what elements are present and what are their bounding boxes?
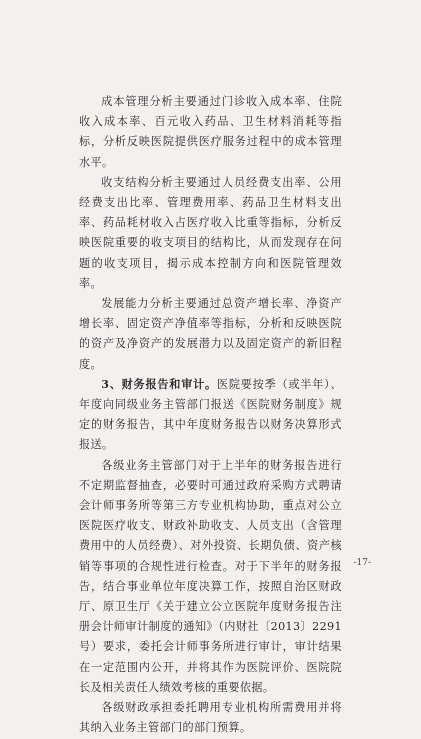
paragraph-development-capacity: 发展能力分析主要通过总资产增长率、净资产增长率、固定资产净值率等指标，分析和反映医院的资产及净资产的发展潜力以及固定资产的新旧程度。 <box>79 297 342 371</box>
page-number: -17- <box>353 558 371 568</box>
paragraph-audit: 各级业务主管部门对于上半年的财务报告进行不定期监督抽查，必要时可通过政府采购方式聘请会计师事务所等第三方专业机构协助，重点对公立医院医疗收支、财政补助收支、人员支出（含管理费用中的人员经费）、对外投资、长期负债、资产核销等事项的合规性进行检查。对于下半年的财务报告，结合事业单位年度决算工作，按照自治区财政厅、原卫生厅《关于建立公立医院年度财务报告注册会计师审计制度的通知》（内财社〔2013〕2291号）要求，委托会计师事务所进行审计，审计结果在一定范围内公开，并将其作为医院评价、医院院长及相关责任人绩效考核的重要依据。 <box>79 458 342 694</box>
paragraph-cost-management: 成本管理分析主要通过门诊收入成本率、住院收入成本率、百元收入药品、卫生材料消耗等指标，分析反映医院提供医疗服务过程中的成本管理水平。 <box>79 95 342 169</box>
section-text: 医院要按季（或半年）、年度向同级业务主管部门报送《医院财务制度》规定的财务报告，其中年度财务报告以财务决算形式报送。 <box>79 377 342 452</box>
paragraph-funding: 各级财政承担委托聘用专业机构所需费用并将其纳入业务主管部门的部门预算。 <box>79 701 342 735</box>
section-heading: 3、财务报告和审计。 <box>101 377 217 391</box>
paragraph-financial-report <box>79 375 342 456</box>
paragraph-revenue-structure: 收支结构分析主要通过人员经费支出率、公用经费支出比率、管理费用率、药品卫生材料支出率、药品耗材收入占医疗收入比重等指标，分析反映医院重要的收支项目的结构比，从而发现存在问题的收支项目，揭示成本控制方向和医院管理效率。 <box>79 175 342 290</box>
